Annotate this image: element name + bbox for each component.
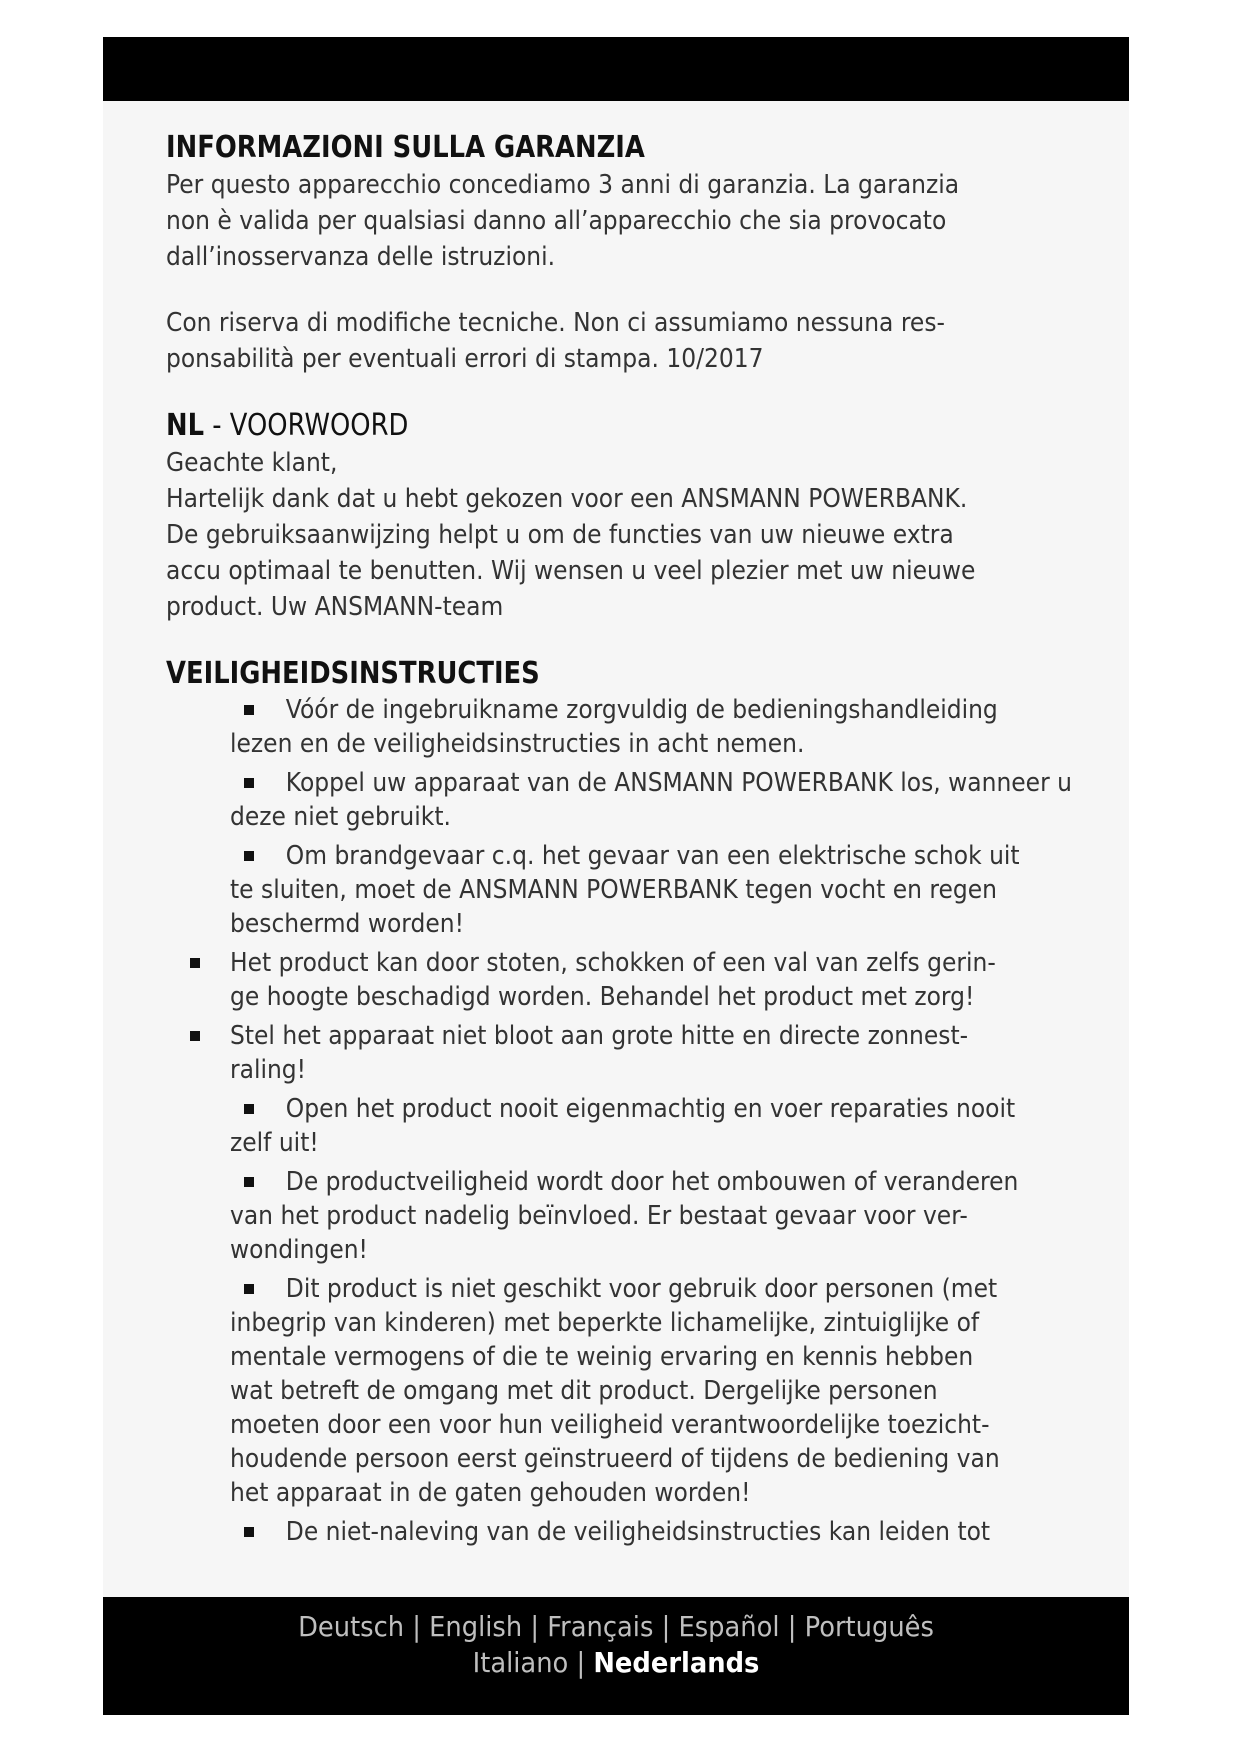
content: [166, 129, 1126, 1554]
list-item: Het product kan door stoten, schokken of een val van zelfs gerin- ge hoogte beschadigd worden. Behandel het product met zorg!: [166, 946, 1126, 1014]
top-bar: [103, 37, 1129, 101]
disclaimer-text: Con riserva di modifiche tecniche. Non ci assumiamo nessuna res- ponsabilità per eventuali errori di stampa. 10/2017: [166, 308, 945, 374]
language-footer: [103, 1597, 1129, 1715]
bullet-icon: [190, 1031, 200, 1041]
list-item: Koppel uw apparaat van de ANSMANN POWERBANK los, wanneer u deze niet gebruikt.: [230, 768, 1072, 832]
active-language[interactable]: Nederlands: [593, 1646, 760, 1679]
language-list-line2: Italiano | Nederlands: [472, 1646, 760, 1679]
warranty-heading: INFORMAZIONI SULLA GARANZIA: [166, 130, 645, 165]
list-item: Vóór de ingebruikname zorgvuldig de bedieningshandleiding lezen en de veiligheidsinstructies in acht nemen.: [230, 695, 998, 759]
list-item: Stel het apparaat niet bloot aan grote hitte en directe zonnest- raling!: [166, 1019, 1126, 1087]
list-item: De niet-naleving van de veiligheidsinstructies kan leiden tot: [166, 1515, 1126, 1549]
manual-page: [103, 37, 1129, 1715]
foreword-text: Geachte klant, Hartelijk dank dat u hebt gekozen voor een ANSMANN POWERBANK. De gebruiksaanwijzing helpt u om de functies van uw nieuwe extra accu optimaal te benutten. Wij wensen u veel plezier met uw nieuwe product. Uw ANSMANN-team: [166, 448, 976, 622]
warranty-text: Per questo apparecchio concediamo 3 anni di garanzia. La garanzia non è valida per qualsiasi danno all’apparecchio che sia provocato dall’inosservanza delle istruzioni.: [166, 170, 960, 272]
bullet-icon: [190, 958, 200, 968]
safety-list: [166, 693, 1126, 1549]
safety-heading: VEILIGHEIDSINSTRUCTIES: [166, 656, 540, 691]
list-item: Dit product is niet geschikt voor gebruik door personen (met inbegrip van kinderen) met beperkte lichamelijke, zintuiglijke of mentale vermogens of die te weinig ervaring en kennis hebben wat betreft de omgang met dit product. Dergelijke personen moeten door een voor hun veiligheid verantwoordelijke toezicht- houdende persoon eerst geïnstrueerd of tijdens de bediening van het apparaat in de gaten gehouden worden!: [230, 1274, 1000, 1508]
list-item: De productveiligheid wordt door het ombouwen of veranderen van het product nadelig beïnvloed. Er bestaat gevaar voor ver- wondingen!: [230, 1167, 1019, 1265]
list-item: Om brandgevaar c.q. het gevaar van een elektrische schok uit te sluiten, moet de ANSMANN POWERBANK tegen vocht en regen beschermd worden!: [230, 841, 1020, 939]
foreword-heading: NL - VOORWOORD: [166, 408, 409, 443]
list-item: Open het product nooit eigenmachtig en voer reparaties nooit zelf uit!: [230, 1094, 1016, 1158]
language-list-line1[interactable]: Deutsch | English | Français | Español | Português: [298, 1610, 934, 1643]
